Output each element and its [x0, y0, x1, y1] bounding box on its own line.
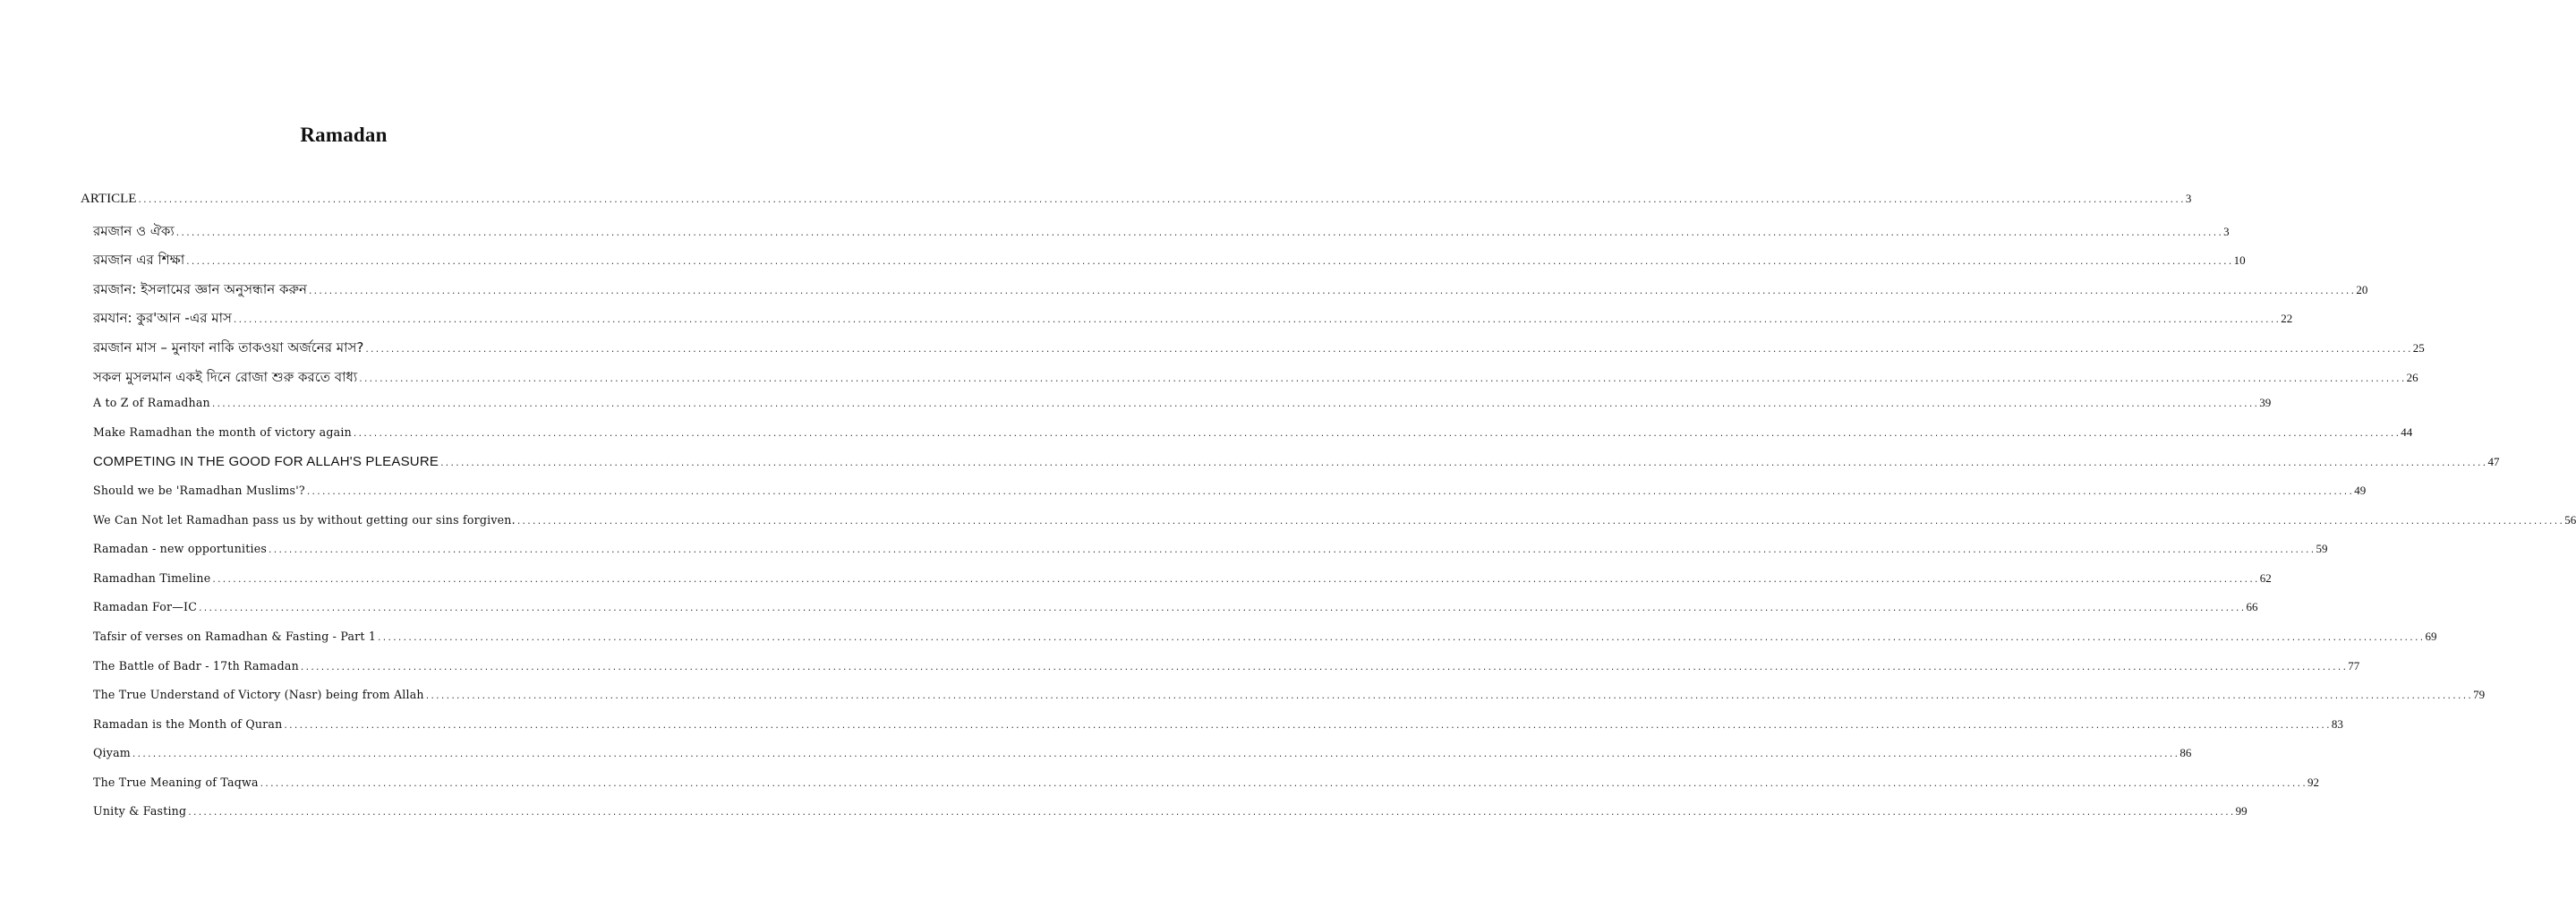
toc-page-number: 20: [2356, 282, 2368, 296]
toc-entry[interactable]: [81, 775, 2320, 805]
toc-entry[interactable]: [81, 221, 2230, 251]
toc-entry-label: রমজান: ইসলামের জ্ঞান অনুসন্ধান করুন: [93, 280, 307, 297]
toc-entry[interactable]: [81, 250, 2246, 279]
toc-page-number: 56: [2564, 512, 2576, 527]
dot-leader: ................................................................................................................................................................................................................................................................................................................................................................................................................: [364, 345, 2412, 355]
toc-entry[interactable]: [81, 396, 2272, 425]
toc-entry-label: Tafsir of verses on Ramadhan & Fasting - Part 1: [93, 629, 377, 643]
toc-entry[interactable]: [81, 338, 2425, 367]
dot-leader: ................................................................................................................................................................................................................................................................................................................................................................................................................: [211, 575, 2259, 585]
dot-leader: ................................................................................................................................................................................................................................................................................................................................................................................................................: [259, 779, 2307, 789]
toc-entry[interactable]: [81, 512, 2576, 543]
toc-entry-label: The True Understand of Victory (Nasr) being from Allah: [93, 688, 424, 702]
dot-leader: ................................................................................................................................................................................................................................................................................................................................................................................................................: [352, 429, 2401, 439]
toc-entry[interactable]: [81, 716, 2343, 747]
toc-page-number: 26: [2406, 370, 2418, 384]
dot-leader: ................................................................................................................................................................................................................................................................................................................................................................................................................: [358, 374, 2406, 384]
toc-entry-label: Ramadan - new opportunities: [93, 542, 268, 556]
dot-leader: ................................................................................................................................................................................................................................................................................................................................................................................................................: [232, 316, 2281, 326]
toc-entry-label: ARTICLE: [81, 192, 137, 206]
toc-entry[interactable]: [81, 746, 2192, 776]
toc-page-number: 10: [2233, 253, 2246, 268]
toc-page-number: 44: [2401, 424, 2413, 439]
toc-page-number: 3: [2223, 224, 2230, 238]
toc-entry-label: রমজান এর শিক্ষা: [93, 252, 185, 269]
toc-page-number: 62: [2259, 570, 2272, 585]
toc-entry[interactable]: [81, 804, 2248, 834]
toc-page-number: 83: [2331, 716, 2343, 731]
toc-page-number: 79: [2473, 688, 2486, 702]
toc-entry[interactable]: [81, 688, 2486, 717]
toc-entry-label: Ramadhan Timeline: [93, 570, 211, 585]
toc-page-number: 99: [2235, 804, 2248, 818]
toc-page-number: 77: [2348, 658, 2360, 673]
toc-page-number: 3: [2185, 192, 2192, 205]
toc-entry-label: Ramadan is the Month of Quran: [93, 716, 283, 731]
toc-entry-label: Qiyam: [93, 746, 131, 760]
toc-entry[interactable]: [81, 600, 2258, 630]
toc-entry-label: Ramadan For—IC: [93, 600, 198, 614]
toc-entry-label: We Can Not let Ramadhan pass us by without getting our sins forgiven.: [93, 512, 516, 527]
dot-leader: ................................................................................................................................................................................................................................................................................................................................................................................................................: [439, 459, 2487, 469]
toc-page-number: 49: [2354, 483, 2367, 497]
toc-page-number: 25: [2412, 340, 2425, 355]
toc-entry[interactable]: [81, 424, 2413, 455]
page-title: Ramadan: [300, 124, 388, 146]
toc-entry-label: COMPETING IN THE GOOD FOR ALLAH'S PLEASURE: [93, 454, 439, 470]
toc-entry-label: সকল মুসলমান একই দিনে রোজা শুরু করতে বাধ্য: [93, 368, 358, 385]
toc-page-number: 47: [2487, 455, 2500, 469]
toc-entry-label: A to Z of Ramadhan: [93, 396, 210, 410]
dot-leader: ................................................................................................................................................................................................................................................................................................................................................................................................................: [198, 604, 2246, 614]
toc-entry-label: Make Ramadhan the month of victory again: [93, 424, 352, 439]
toc-page-number: 66: [2246, 600, 2258, 614]
toc-entry-label: The Battle of Badr - 17th Ramadan: [93, 658, 299, 673]
toc-entry-label: রমজান মাস – মুনাফা নাকি তাকওয়া অর্জনের মাস?: [93, 339, 364, 356]
toc-entry[interactable]: [81, 279, 2368, 309]
dot-leader: ................................................................................................................................................................................................................................................................................................................................................................................................................: [305, 487, 2354, 497]
toc-page-number: 59: [2316, 542, 2328, 556]
toc-page-number: 92: [2307, 775, 2320, 789]
toc-entry[interactable]: [81, 367, 2418, 397]
dot-leader: ................................................................................................................................................................................................................................................................................................................................................................................................................: [424, 692, 2473, 702]
dot-leader: ................................................................................................................................................................................................................................................................................................................................................................................................................: [131, 750, 2179, 760]
dot-leader: ................................................................................................................................................................................................................................................................................................................................................................................................................: [307, 287, 2356, 296]
toc-entry-label: রমজান ও ঐক্য: [93, 222, 175, 239]
toc-entry-label: রমযান: কুর'আন -এর মাস: [93, 310, 232, 327]
toc-entry-label: The True Meaning of Taqwa: [93, 775, 259, 789]
toc-entry[interactable]: [81, 570, 2272, 601]
dot-leader: ................................................................................................................................................................................................................................................................................................................................................................................................................: [516, 517, 2564, 527]
toc-page-number: 86: [2179, 746, 2192, 760]
dot-leader: ................................................................................................................................................................................................................................................................................................................................................................................................................: [187, 809, 2235, 818]
toc-page-number: 22: [2281, 312, 2293, 326]
dot-leader: ................................................................................................................................................................................................................................................................................................................................................................................................................: [185, 258, 2233, 268]
dot-leader: ................................................................................................................................................................................................................................................................................................................................................................................................................: [299, 663, 2348, 673]
toc-entry-label: Should we be 'Ramadhan Muslims'?: [93, 483, 305, 497]
toc-entry[interactable]: [81, 308, 2293, 338]
dot-leader: ................................................................................................................................................................................................................................................................................................................................................................................................................: [137, 196, 2185, 205]
toc-entry[interactable]: [81, 629, 2437, 659]
dot-leader: ................................................................................................................................................................................................................................................................................................................................................................................................................: [283, 721, 2331, 731]
toc-page-number: 39: [2259, 396, 2272, 410]
table-of-contents: [81, 192, 2576, 834]
toc-entry[interactable]: [81, 483, 2367, 513]
toc-page-number: 69: [2425, 629, 2437, 643]
toc-entry[interactable]: [81, 658, 2360, 689]
dot-leader: ................................................................................................................................................................................................................................................................................................................................................................................................................: [377, 633, 2425, 643]
toc-entry[interactable]: [81, 542, 2328, 571]
dot-leader: ................................................................................................................................................................................................................................................................................................................................................................................................................: [175, 228, 2223, 238]
toc-entry-label: Unity & Fasting: [93, 804, 187, 818]
dot-leader: ................................................................................................................................................................................................................................................................................................................................................................................................................: [268, 546, 2316, 556]
dot-leader: ................................................................................................................................................................................................................................................................................................................................................................................................................: [210, 400, 2259, 410]
toc-entry[interactable]: [81, 192, 2192, 221]
toc-entry[interactable]: [81, 454, 2500, 484]
